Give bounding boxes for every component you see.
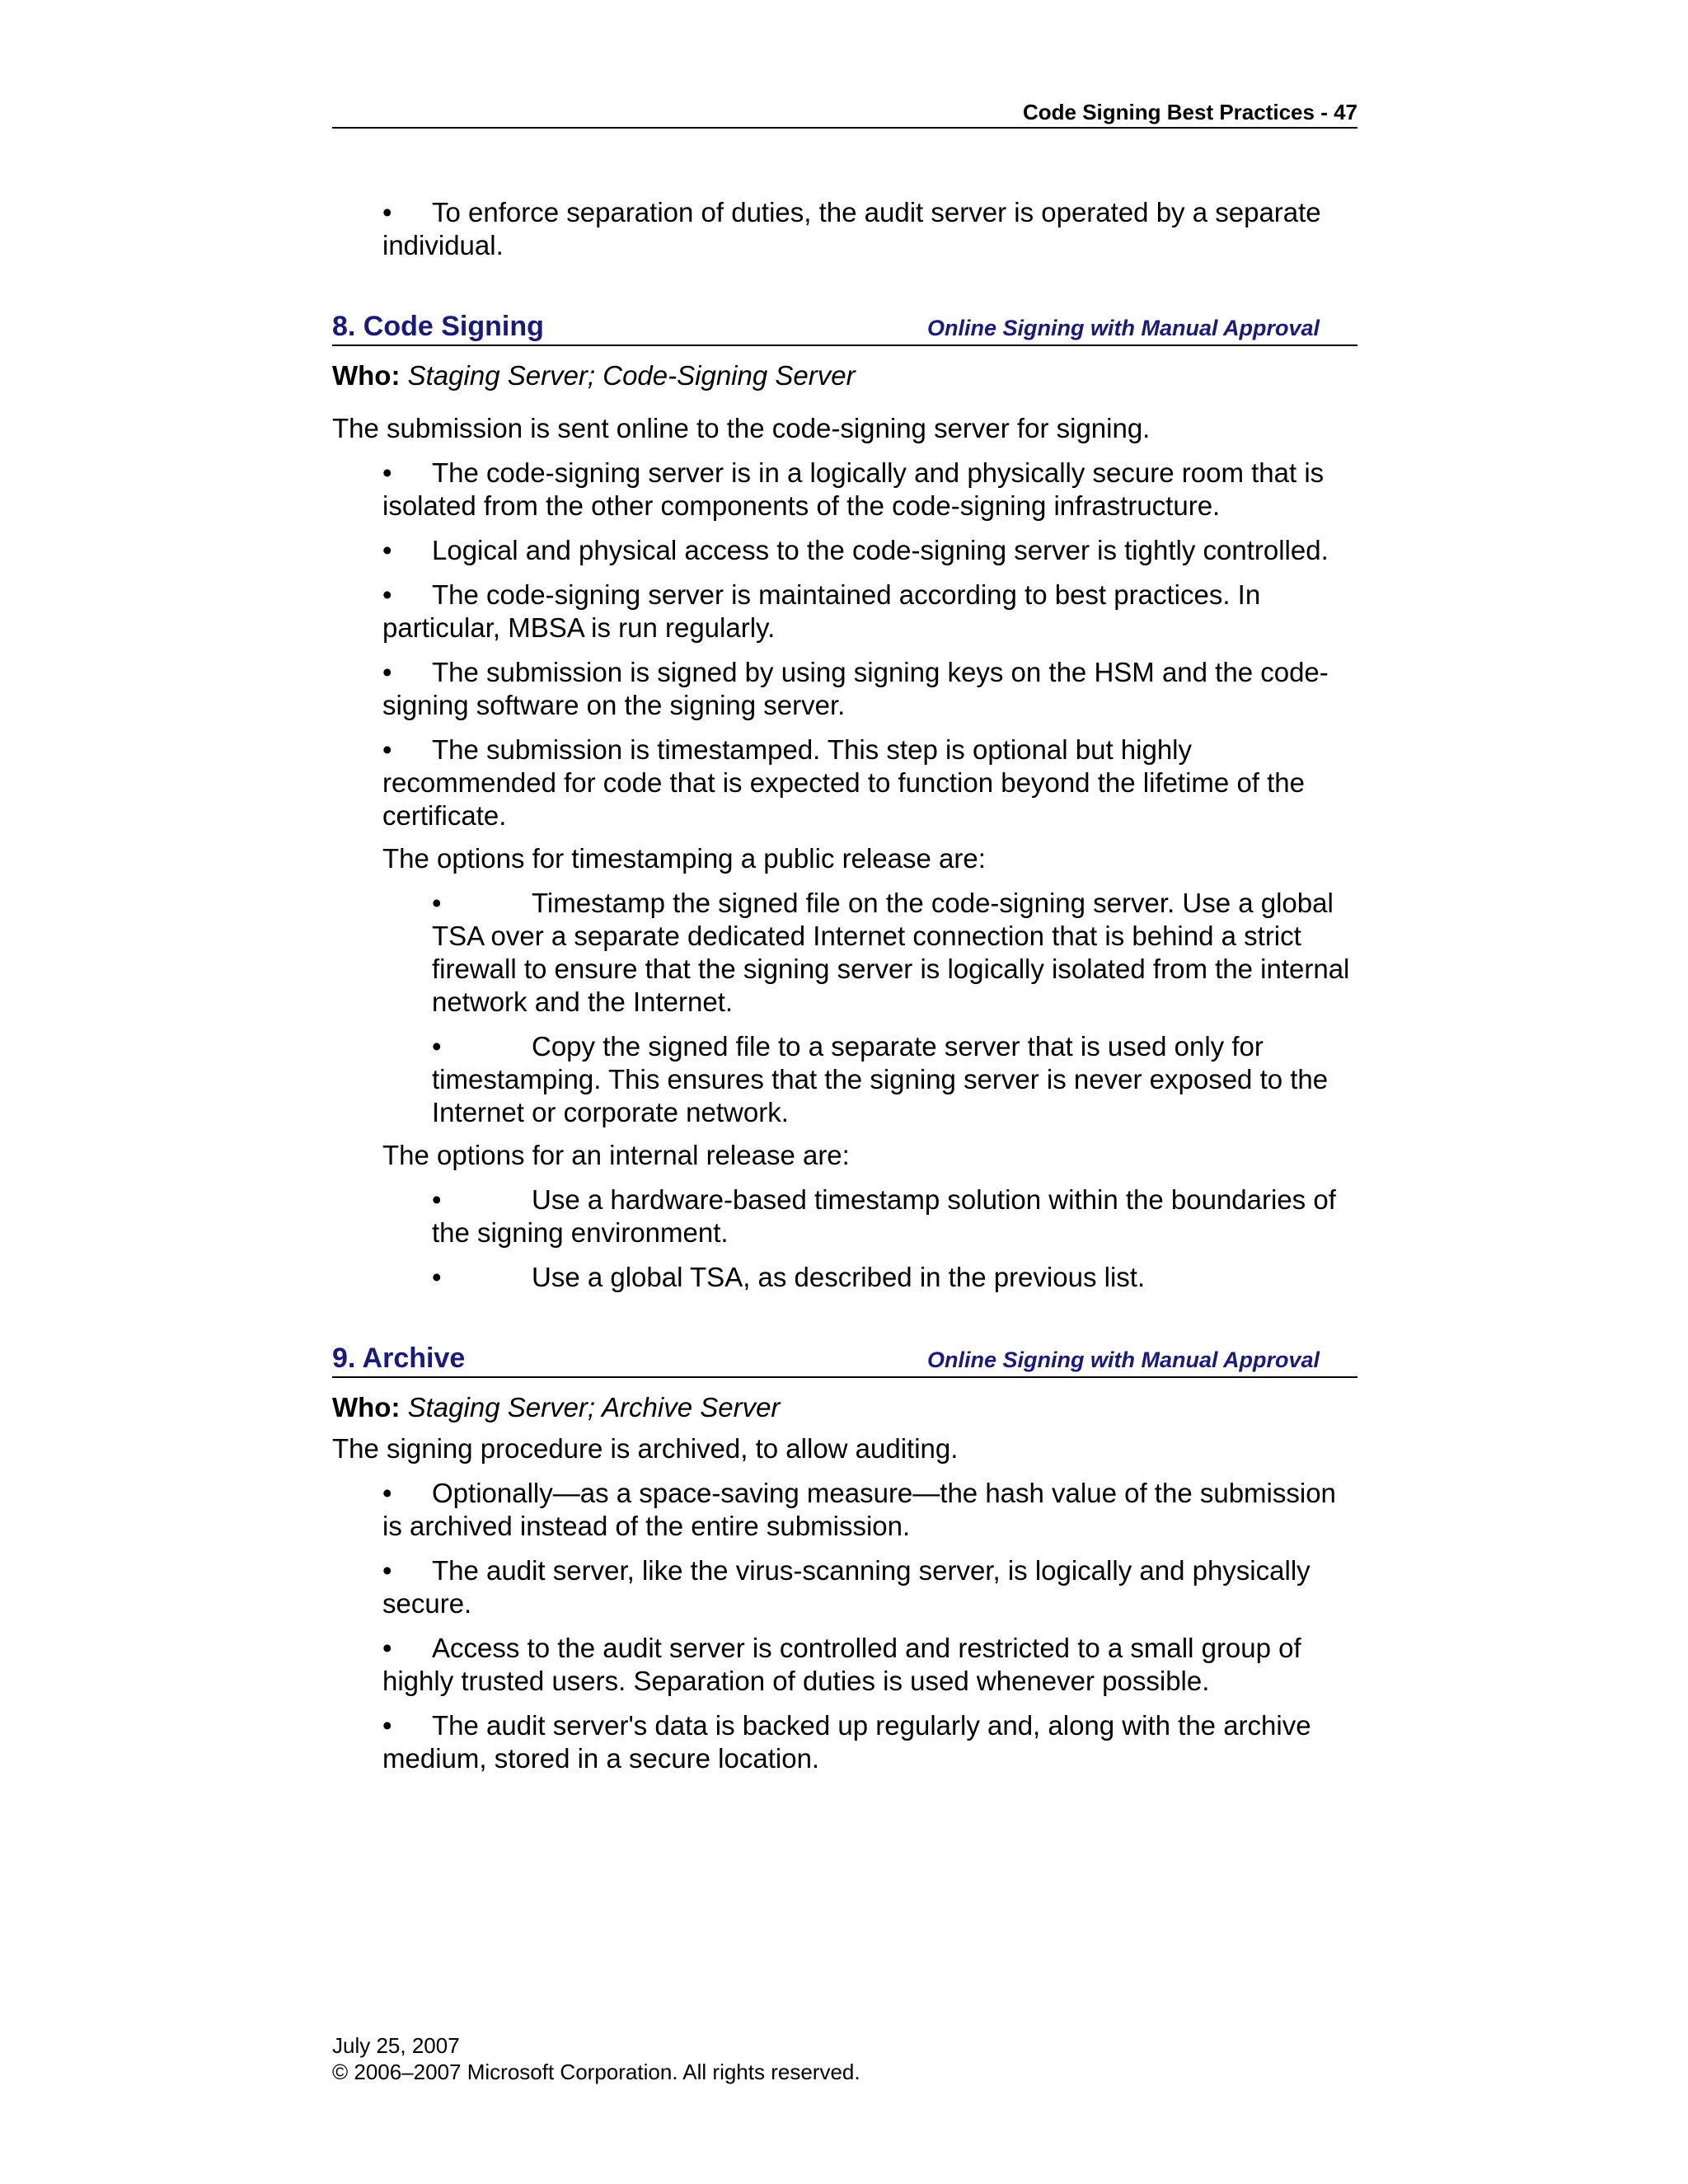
bullet-text: Access to the audit server is controlled and restricted to a small group of highly trusted users. Separation of duties is used whenever possible. (382, 1633, 1301, 1696)
who-value: Staging Server; Code-Signing Server (407, 360, 856, 391)
who-line (332, 359, 1357, 392)
bullet-text: Optionally—as a space-saving measure—the hash value of the submission is archived instead of the entire submission. (382, 1478, 1336, 1541)
section-title: 8. Code Signing (332, 311, 544, 342)
bullet-glyph: • (432, 1262, 442, 1292)
list-item (332, 534, 1357, 567)
list-item (332, 733, 1357, 832)
who-value: Staging Server; Archive Server (407, 1392, 781, 1422)
document-page (332, 0, 1357, 2184)
section-heading-code-signing (332, 310, 1357, 346)
bullet-text: The code-signing server is maintained according to best practices. In particular, MBSA is run regularly. (382, 579, 1261, 643)
page-footer (332, 2032, 860, 2085)
bullet-text: Copy the signed file to a separate server that is used only for timestamping. This ensures that the signing server is never exposed to the Internet or corporate network. (432, 1031, 1329, 1127)
bullet-glyph: • (432, 1184, 442, 1215)
internal-options-intro: The options for an internal release are: (382, 1140, 850, 1170)
running-header (332, 97, 1357, 129)
footer-copyright: © 2006–2007 Microsoft Corporation. All rights reserved. (332, 2060, 860, 2084)
list-item (332, 457, 1357, 523)
list-item (332, 1030, 1357, 1129)
bullet-glyph: • (382, 535, 392, 565)
bullet-glyph: • (382, 734, 392, 765)
bullet-text: The submission is signed by using signing keys on the HSM and the code-signing software on the signing server. (382, 657, 1329, 720)
bullet-glyph: • (382, 1555, 392, 1586)
section-heading-archive (332, 1342, 1357, 1378)
bullet-glyph: • (432, 888, 442, 918)
bullet-text: The code-signing server is in a logically and physically secure room that is isolated from the other components of the code-signing infrastructure. (382, 457, 1325, 521)
bullet-glyph: • (382, 579, 392, 610)
section-lead: The signing procedure is archived, to allow auditing. (332, 1433, 959, 1464)
bullet-glyph: • (432, 1031, 442, 1062)
bullet-text: Use a hardware-based timestamp solution within the boundaries of the signing environment. (432, 1184, 1336, 1248)
bullet-glyph: • (382, 1633, 392, 1663)
bullet-glyph: • (382, 1478, 392, 1508)
public-options-intro: The options for timestamping a public release are: (382, 843, 986, 874)
list-item (332, 887, 1357, 1019)
who-label: Who: (332, 1392, 401, 1422)
bullet-text: The audit server's data is backed up regularly and, along with the archive medium, stored in a secure location. (382, 1710, 1311, 1774)
bullet-glyph: • (382, 657, 392, 687)
list-item (332, 579, 1357, 644)
bullet-glyph: • (382, 197, 392, 227)
bullet-glyph: • (382, 1710, 392, 1741)
list-item (332, 196, 1357, 262)
running-title: Code Signing Best Practices - 47 (1022, 100, 1357, 124)
list-item (332, 1554, 1357, 1620)
bullet-text: Logical and physical access to the code-signing server is tightly controlled. (432, 535, 1329, 565)
list-item (332, 1632, 1357, 1698)
bullet-text: To enforce separation of duties, the audit server is operated by a separate individual. (382, 197, 1321, 260)
page-content (332, 196, 1357, 1775)
list-item (332, 656, 1357, 722)
footer-date: July 25, 2007 (332, 2033, 460, 2058)
section-title: 9. Archive (332, 1343, 466, 1374)
bullet-glyph: • (382, 457, 392, 488)
list-item (332, 1183, 1357, 1249)
who-line (332, 1391, 1357, 1424)
bullet-text: Use a global TSA, as described in the previous list. (532, 1262, 1146, 1292)
bullet-text: Timestamp the signed file on the code-signing server. Use a global TSA over a separate dedicated Internet connection that is behind a strict firewall to ensure that the signing server is logically isolated from the internal network and the Internet. (432, 888, 1350, 1017)
bullet-text: The audit server, like the virus-scanning server, is logically and physically secure. (382, 1555, 1311, 1619)
section-tag: Online Signing with Manual Approval (926, 316, 1320, 340)
who-label: Who: (332, 360, 401, 391)
bullet-text: The submission is timestamped. This step is optional but highly recommended for code that is expected to function beyond the lifetime of the certificate. (382, 734, 1306, 831)
list-item (332, 1709, 1357, 1775)
section-tag: Online Signing with Manual Approval (926, 1347, 1320, 1372)
list-item (332, 1477, 1357, 1543)
section-lead: The submission is sent online to the code-signing server for signing. (332, 413, 1151, 443)
list-item (332, 1261, 1357, 1294)
